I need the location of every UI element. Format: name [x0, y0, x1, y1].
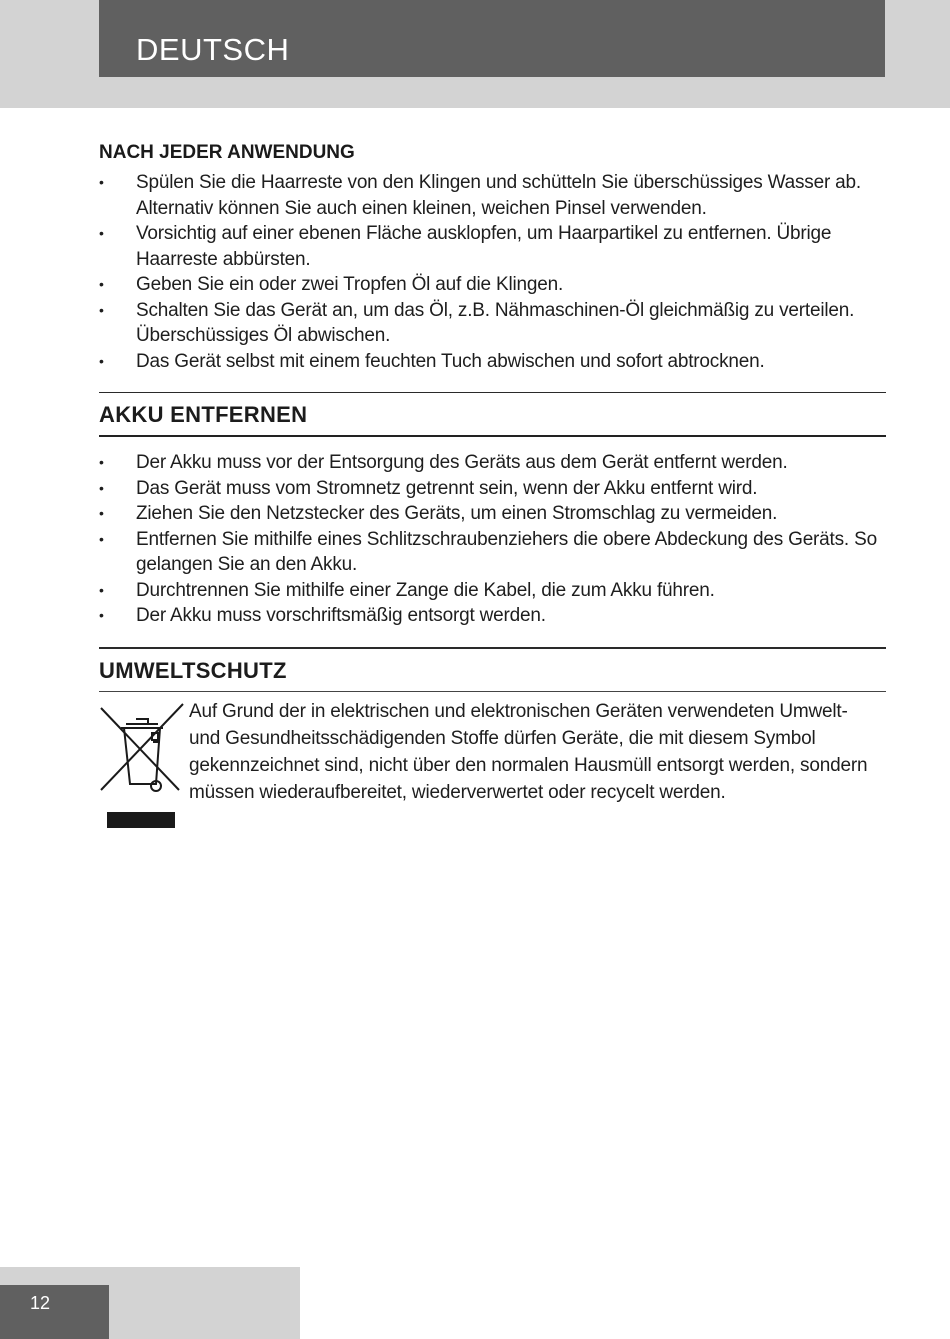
list-item: • Durchtrennen Sie mithilfe einer Zange die Kabel, die zum Akku führen. [99, 578, 886, 604]
list-item: • Das Gerät selbst mit einem feuchten Tuch abwischen und sofort abtrocknen. [99, 349, 886, 375]
list-item: • Ziehen Sie den Netzstecker des Geräts, um einen Stromschlag zu vermeiden. [99, 501, 886, 527]
section-title-environment: UMWELTSCHUTZ [99, 649, 886, 692]
page-number: 12 [0, 1285, 109, 1339]
section-title-after-use: NACH JEDER ANWENDUNG [99, 142, 355, 163]
list-item: • Spülen Sie die Haarreste von den Klingen und schütteln Sie überschüssiges Wasser ab. Alternativ können Sie auch einen kleinen, weichen Pinsel verwenden. [99, 170, 886, 221]
after-use-list [99, 170, 886, 374]
list-item: • Entfernen Sie mithilfe eines Schlitzschraubenziehers die obere Abdeckung des Geräts. So gelangen Sie an den Akku. [99, 527, 886, 578]
language-header: DEUTSCH [99, 0, 885, 77]
list-item: • Der Akku muss vorschriftsmäßig entsorgt werden. [99, 603, 886, 629]
list-item: • Schalten Sie das Gerät an, um das Öl, z.B. Nähmaschinen-Öl gleichmäßig zu verteilen. Überschüssiges Öl abwischen. [99, 298, 886, 349]
battery-list [99, 450, 886, 629]
environment-notice [99, 698, 886, 838]
section-title-battery: AKKU ENTFERNEN [99, 393, 886, 437]
list-item: • Das Gerät muss vom Stromnetz getrennt sein, wenn der Akku entfernt wird. [99, 476, 886, 502]
page-content [99, 140, 886, 838]
list-item: • Der Akku muss vor der Entsorgung des Geräts aus dem Gerät entfernt werden. [99, 450, 886, 476]
crossed-out-wheelie-bin-icon [99, 700, 185, 832]
list-item: • Geben Sie ein oder zwei Tropfen Öl auf die Klingen. [99, 272, 886, 298]
environment-text: Auf Grund der in elektrischen und elektronischen Geräten verwendeten Umwelt- und Gesundheitsschädigenden Stoffe dürfen Geräte, die mit diesem Symbol gekennzeichnet sind, nicht über den normalen Hausmüll entsorgt werden, sondern müssen wiederaufbereitet, wiederverwertet oder recycelt werden. [189, 700, 868, 803]
list-item: • Vorsichtig auf einer ebenen Fläche ausklopfen, um Haarpartikel zu entfernen. Übrige Haarreste abbürsten. [99, 221, 886, 272]
